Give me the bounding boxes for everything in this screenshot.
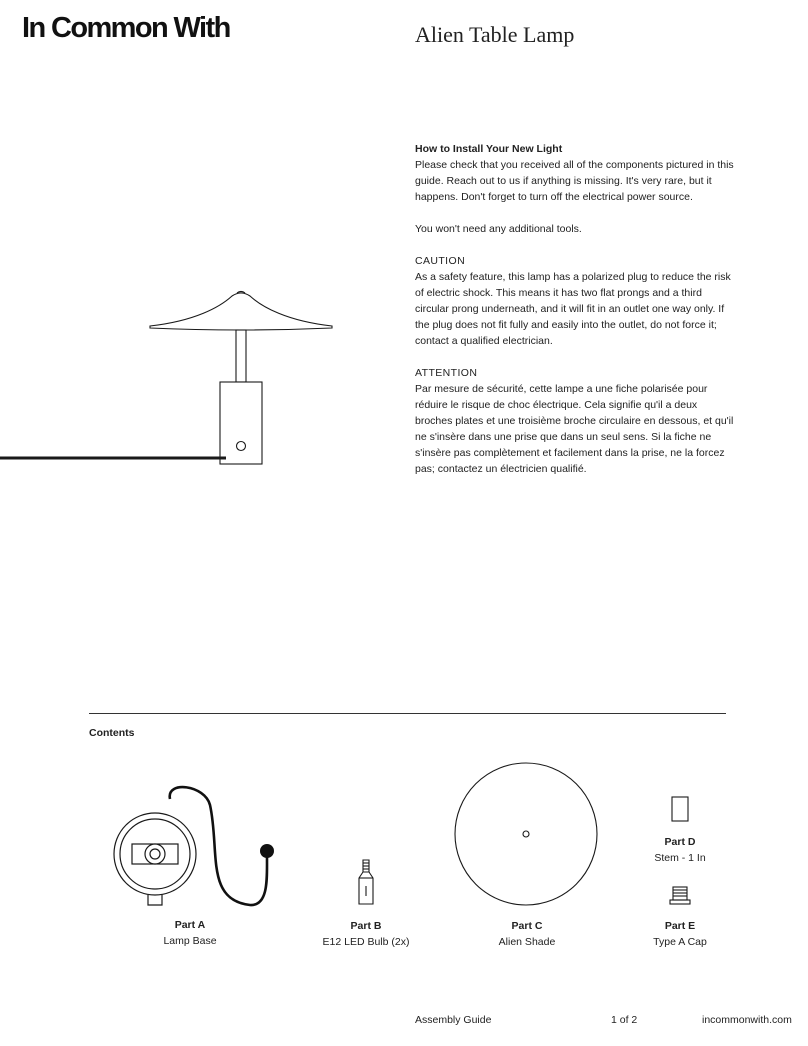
part-c-description: Alien Shade [498,936,556,948]
part-c-name: Part C [511,920,543,932]
footer-page-number: 1 of 2 [611,1014,638,1026]
part-a-description: Lamp Base [163,935,217,947]
part-d-stem-icon [669,796,691,824]
product-title: Alien Table Lamp [415,22,575,47]
brand-logo: In Common With [22,12,230,44]
part-e-description: Type A Cap [653,936,707,948]
caution-body: As a safety feature, this lamp has a polarized plug to reduce the risk of electric shock. This means it has two flat prongs and a third circular prong underneath, and it will fit in an outlet one way only. If the plug does not fit fully and easily into the outlet, do not force it; contact a qualified electrician. [415,271,731,347]
caution-heading: CAUTION [415,255,466,267]
footer-doc-label: Assembly Guide [415,1014,492,1026]
part-c-caption [447,918,607,950]
footer-website-link[interactable]: incommonwith.com [702,1014,792,1026]
attention-body: Par mesure de sécurité, cette lampe a une fiche polarisée pour réduire le risque de choc électrique. Cela signifie qu'il a deux broches plates et une troisième broche circulaire en dessous, et qu'il ne s'insère dans une prise que dans un seul sens. Si la fiche ne s'insère pas complètement et facilement dans la prise, ne la forcez pas; contactez un électricien qualifié. [415,383,734,475]
part-a-name: Part A [174,919,206,931]
contents-label: Contents [89,727,135,739]
part-a-lamp-base-icon [110,780,290,910]
part-b-name: Part B [350,920,382,932]
lamp-illustration [0,285,340,475]
part-e-caption [600,918,760,950]
part-e-name: Part E [664,920,696,932]
part-d-description: Stem - 1 In [654,852,706,864]
part-b-caption [286,918,446,950]
contents-divider [89,713,726,714]
instructions-block [415,141,735,493]
install-heading: How to Install Your New Light [415,143,563,155]
part-d-name: Part D [664,836,696,848]
tools-note: You won't need any additional tools. [415,223,582,235]
part-e-cap-icon [669,884,691,908]
part-b-bulb-icon [355,858,377,908]
part-b-description: E12 LED Bulb (2x) [322,936,410,948]
attention-heading: ATTENTION [415,367,478,379]
part-d-caption [600,834,760,866]
install-body: Please check that you received all of the components pictured in this guide. Reach out to us if anything is missing. It's very rare, but it happens. Don't forget to turn off the electrical power source. [415,159,734,203]
part-a-caption [110,917,270,949]
part-c-shade-icon [452,762,600,908]
